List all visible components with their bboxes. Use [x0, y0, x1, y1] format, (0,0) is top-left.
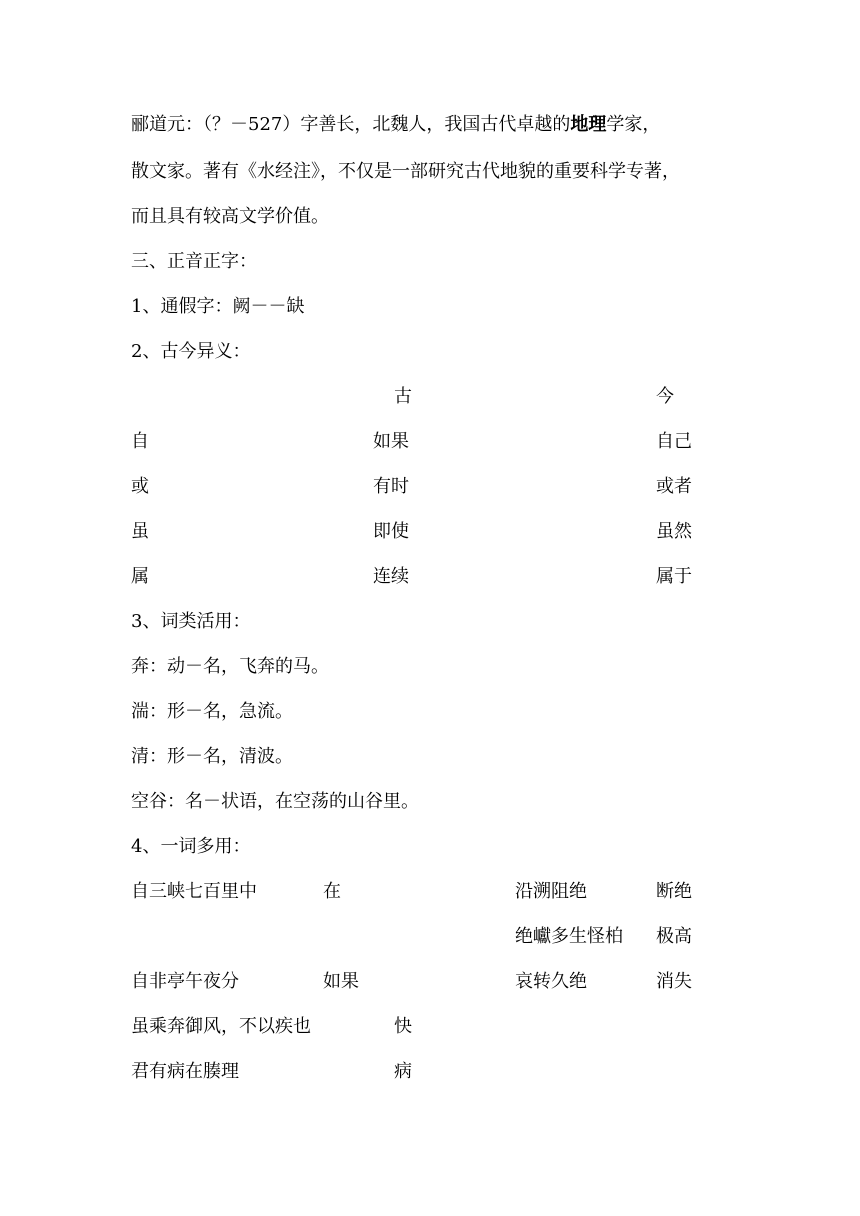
- cilei-item: 清：形－名，清波。: [131, 746, 293, 767]
- tongjia-line: 1、通假字：阙－－缺: [131, 296, 305, 317]
- cilei-item: 湍：形－名，急流。: [131, 701, 293, 722]
- yici-ji2-phrase: 君有病在腠理: [131, 1061, 239, 1082]
- yici-jue3-meaning: 消失: [656, 971, 692, 992]
- yici-jue3-phrase: 哀转久绝: [515, 971, 587, 992]
- yici-jue2-phrase: 绝巘多生怪柏: [515, 926, 623, 947]
- guji-row-ancient: 连续: [373, 566, 409, 587]
- guji-header-ancient: 古: [394, 386, 412, 407]
- yici-title: 4、一词多用：: [131, 836, 251, 857]
- bio-line-3: 而且具有较高文学价值。: [131, 206, 329, 227]
- cilei-item: 奔：动－名，飞奔的马。: [131, 656, 329, 677]
- cilei-title: 3、词类活用：: [131, 611, 251, 632]
- bio-line-1-text: 郦道元：（？－527）字善长，北魏人，我国古代卓越的: [131, 114, 571, 135]
- guji-row-ancient: 有时: [373, 476, 409, 497]
- guji-row-word: 属: [131, 566, 149, 587]
- guji-row-modern: 虽然: [656, 521, 692, 542]
- guji-row-ancient: 即使: [373, 521, 409, 542]
- yici-ji1-meaning: 快: [394, 1016, 412, 1037]
- yici-zi1-phrase: 自三峡七百里中: [131, 881, 257, 902]
- yici-jue1-phrase: 沿溯阻绝: [515, 881, 587, 902]
- guji-row-word: 自: [131, 431, 149, 452]
- guji-header-modern: 今: [656, 386, 674, 407]
- bio-bold-keyword: 地理: [570, 114, 607, 135]
- yici-ji2-meaning: 病: [394, 1061, 412, 1082]
- yici-jue1-meaning: 断绝: [656, 881, 692, 902]
- yici-zi2-meaning: 如果: [323, 971, 359, 992]
- guji-row-modern: 自己: [656, 431, 692, 452]
- yici-jue2-meaning: 极高: [656, 926, 692, 947]
- bio-line-1-end: 学家，: [606, 114, 661, 135]
- bio-line-2: 散文家。著有《水经注》，不仅是一部研究古代地貌的重要科学专著，: [131, 161, 680, 182]
- guji-title: 2、古今异义：: [131, 341, 251, 362]
- yici-zi1-meaning: 在: [323, 881, 341, 902]
- guji-row-modern: 属于: [656, 566, 692, 587]
- yici-zi2-phrase: 自非亭午夜分: [131, 971, 239, 992]
- bio-line-1: [131, 113, 660, 137]
- cilei-item: 空谷：名－状语，在空荡的山谷里。: [131, 791, 419, 812]
- guji-row-ancient: 如果: [373, 431, 409, 452]
- yici-ji1-phrase: 虽乘奔御风，不以疾也: [131, 1016, 311, 1037]
- guji-row-modern: 或者: [656, 476, 692, 497]
- guji-row-word: 或: [131, 476, 149, 497]
- section-3-title: 三、正音正字：: [131, 251, 257, 272]
- guji-row-word: 虽: [131, 521, 149, 542]
